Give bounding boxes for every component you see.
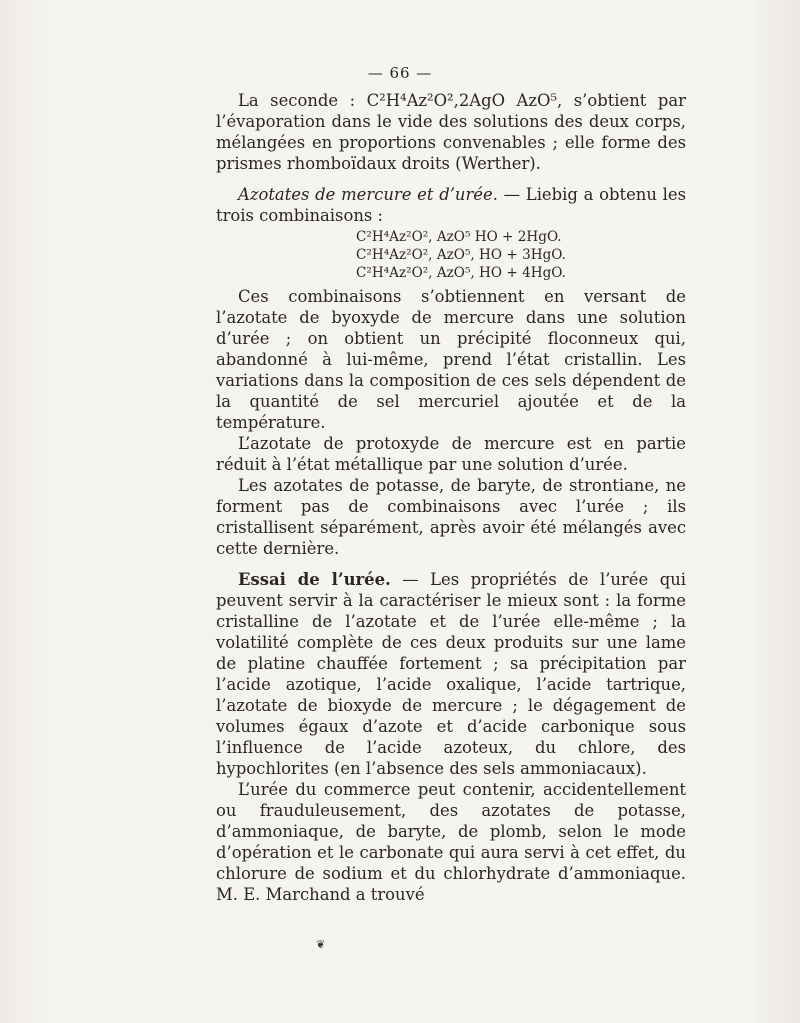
paragraph-azotates: Les azotates de potasse, de baryte, de strontiane, ne forment pas de combinaisons avec l’urée ; ils cristallisent séparément, après avoir été mélangés avec cette dernière. <box>216 476 686 558</box>
paragraph-silver-urea: La seconde : C²H⁴Az²O²,2AgO AzO⁵, s’obtient par l’évaporation dans le vide des solutions des deux corps, mélangées en proportions convenables ; elle forme des prismes rhomboïdaux droits (Werther). <box>216 91 686 173</box>
ink-speck-icon: ❦ <box>316 938 326 951</box>
formula-line: C²H⁴Az²O², AzO⁵, HO + 4HgO. <box>356 265 566 281</box>
paragraph-combinations: Ces combinaisons s’obtiennent en versant de l’azotate de byoxyde de mercure dans une solution d’urée ; on obtient un précipité floconneux qui, abandonné à lui-même, prend l’état cristallin. Les variations dans la composition de ces sels dépendent de la quantité de sel mercuriel ajoutée et de la température. <box>216 287 686 432</box>
section-heading-essai: Essai de l’urée. <box>238 570 391 589</box>
formula-block <box>216 228 686 282</box>
paragraph-mercury-urea <box>216 184 686 226</box>
formula-line: C²H⁴Az²O², AzO⁵, HO + 3HgO. <box>356 247 566 263</box>
paragraph-mercury-text: — Liebig a obtenu les trois combinaisons : <box>216 185 686 225</box>
section-heading-mercury: Azotates de mercure et d’urée. <box>238 185 498 204</box>
paragraph-commerce: L’urée du commerce peut contenir, accidentellement ou frauduleusement, des azotates de potasse, d’ammoniaque, de baryte, de plomb, selon le mode d’opération et le carbonate qui aura servi à cet effet, du chlorure de sodium et du chlorhydrate d’ammoniaque. M. E. Marchand a trouvé <box>216 780 686 904</box>
paragraph-protoxyde: L’azotate de protoxyde de mercure est en partie réduit à l’état métallique par une solution d’urée. <box>216 434 686 474</box>
page-number: — 66 — <box>367 64 433 82</box>
body-text <box>216 90 686 905</box>
paragraph-essai <box>216 569 686 779</box>
formula-line: C²H⁴Az²O², AzO⁵ HO + 2HgO. <box>356 229 562 245</box>
paragraph-essai-text: — Les propriétés de l’urée qui peuvent servir à la caractériser le mieux sont : la forme cristalline de l’azotate et de l’urée elle-même ; la volatilité complète de ces deux produits sur une lame de platine chauffée fortement ; sa précipitation par l’acide azotique, l’acide oxalique, l’acide tartrique, l’azotate de bioxyde de mercure ; le dégagement de volumes égaux d’azote et d’acide carbonique sous l’influence de l’acide azoteux, du chlore, des hypochlorites (en l’absence des sels ammoniacaux). <box>216 570 686 778</box>
